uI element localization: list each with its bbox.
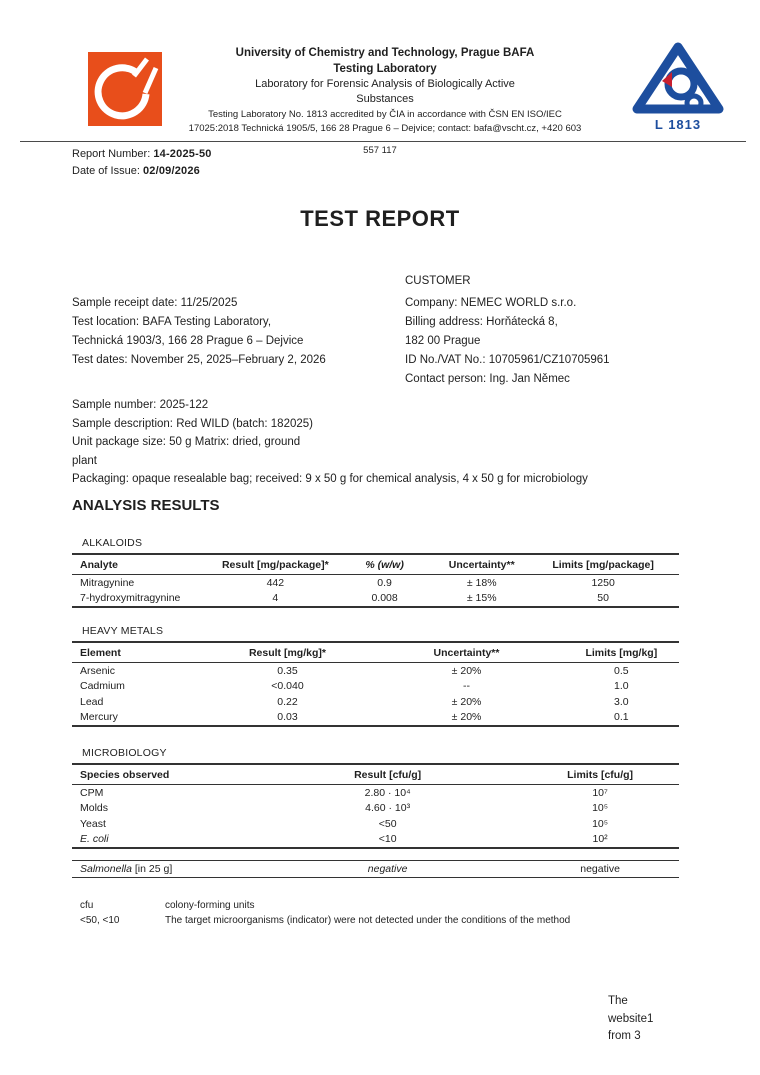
microbiology-section-label: MICROBIOLOGY (82, 747, 167, 759)
column-header: Element (72, 642, 206, 663)
table-row (72, 694, 679, 710)
org-name: University of Chemistry and Technology, Prague BAFA (235, 47, 535, 59)
limit-cell: 1250 (591, 576, 615, 589)
accreditation-phone-tail: 557 117 (363, 145, 397, 156)
limit-cell: 3.0 (614, 695, 629, 708)
element-cell: Cadmium (80, 680, 125, 693)
accreditation-line2: 17025:2018 Technická 1905/5, 166 28 Prague 6 – Dejvice; contact: bafa@vscht.cz, +420 603 (188, 123, 582, 134)
result-cell: <50 (378, 817, 397, 830)
result-cell: 2.80 · 10⁴ (364, 786, 411, 799)
element-cell: Mercury (72, 710, 206, 727)
lab-name-line1: Laboratory for Forensic Analysis of Biologically Active (255, 78, 515, 90)
column-header: Result [mg/kg]* (206, 642, 370, 663)
percent-cell: 0.9 (377, 576, 392, 589)
limit-cell: 10⁷ (592, 786, 608, 799)
footnote-row (80, 898, 570, 913)
footnotes (80, 898, 570, 928)
flask-glyph (88, 52, 162, 126)
species-cell: CPM (80, 786, 104, 799)
lab-name-line2: Substances (356, 93, 414, 105)
cia-triangle-icon (632, 42, 724, 116)
customer-id-vat: ID No./VAT No.: 10705961/CZ10705961 (405, 354, 610, 366)
sample-matrix: plant (72, 454, 97, 467)
test-location-line2: Technická 1903/3, 166 28 Prague 6 – Dejvice (72, 335, 304, 347)
accreditation-mark-number: L 1813 (654, 117, 702, 132)
date-of-issue-value: 02/09/2026 (142, 165, 200, 177)
report-meta (72, 146, 212, 180)
customer-heading: CUSTOMER (405, 275, 471, 287)
footnote-definition: The target microorganisms (indicator) were not detected under the conditions of the method (165, 915, 571, 926)
column-header: Result [mg/package]* (218, 554, 333, 575)
page-footer-line1: The (608, 995, 628, 1007)
limit-cell: 1.0 (614, 680, 629, 693)
limit-cell: 10⁵ (592, 817, 609, 830)
result-cell: 0.22 (277, 695, 298, 708)
footnote-term: cfu (80, 900, 94, 911)
cia-accreditation-logo (630, 42, 726, 140)
table-row (72, 591, 679, 608)
species-cell: Molds (80, 802, 109, 815)
sample-packaging: Packaging: opaque resealable bag; received: 9 x 50 g for chemical analysis, 4 x 50 g for microbiology (72, 473, 588, 485)
table-row (72, 710, 679, 727)
heavy-metals-table (72, 641, 679, 727)
column-header: Uncertainty** (369, 642, 563, 663)
date-of-issue-label: Date of Issue: (72, 165, 143, 177)
limit-cell: 50 (527, 591, 679, 608)
result-cell: 4.60 · 10³ (365, 802, 411, 815)
date-of-issue-line (72, 163, 212, 180)
result-cell: 442 (266, 576, 285, 589)
result-cell: 4 (218, 591, 333, 608)
table-row (72, 816, 679, 832)
limit-cell: negative (521, 861, 679, 878)
column-header: Result [cfu/g] (254, 764, 521, 785)
column-header: Limits [cfu/g] (521, 764, 679, 785)
page-number-block (608, 993, 653, 1046)
species-cell (72, 861, 254, 878)
uncertainty-cell: ± 18% (466, 576, 497, 589)
microbiology-table (72, 763, 679, 849)
table-header-row (72, 764, 679, 785)
uncertainty-cell: ± 20% (451, 664, 482, 677)
salmonella-table (72, 860, 679, 878)
sample-number: Sample number: 2025-122 (72, 399, 209, 411)
column-header: Analyte (72, 554, 218, 575)
uncertainty-cell: ± 20% (369, 710, 563, 727)
column-header: Species observed (72, 764, 254, 785)
result-cell: <0.040 (271, 680, 304, 693)
analyte-cell: 7-hydroxymitragynine (72, 591, 218, 608)
footnote-term: <50, <10 (80, 915, 120, 926)
customer-contact-person: Contact person: Ing. Jan Němec (405, 373, 570, 385)
species-cell: Yeast (80, 817, 106, 830)
result-cell: <10 (254, 832, 521, 849)
table-header-row (72, 642, 679, 663)
uncertainty-cell: -- (463, 680, 471, 693)
page-footer-line3: from 3 (608, 1030, 641, 1042)
salmonella-qualifier: [in 25 g] (131, 862, 173, 875)
header-divider (20, 141, 746, 142)
alkaloids-table (72, 553, 679, 608)
report-number-label: Report Number: (72, 148, 154, 160)
result-cell: negative (254, 861, 521, 878)
customer-block (405, 272, 705, 389)
analyte-cell: Mitragynine (80, 576, 135, 589)
org-department: Testing Laboratory (333, 63, 437, 75)
test-location-line1: Test location: BAFA Testing Laboratory, (72, 316, 272, 328)
table-row (72, 785, 679, 801)
limit-cell: 0.1 (564, 710, 679, 727)
page-title: TEST REPORT (300, 206, 460, 231)
table-row (72, 679, 679, 695)
table-header-row (72, 554, 679, 575)
letterhead (165, 45, 605, 135)
report-number-line (72, 146, 212, 163)
column-header: Limits [mg/kg] (564, 642, 679, 663)
salmonella-name: Salmonella (80, 862, 132, 875)
element-cell: Lead (80, 695, 104, 708)
heavy-metals-section-label: HEAVY METALS (82, 625, 164, 637)
sample-package-size: Unit package size: 50 g Matrix: dried, ground (72, 436, 301, 448)
column-header: Uncertainty** (436, 554, 527, 575)
column-header: % (w/w) (333, 554, 436, 575)
report-number-value: 14-2025-50 (153, 148, 212, 160)
customer-billing-line2: 182 00 Prague (405, 335, 481, 347)
uct-prague-logo-icon (88, 52, 162, 126)
table-row (72, 663, 679, 679)
alkaloids-section-label: ALKALOIDS (82, 537, 143, 549)
sample-block (72, 396, 692, 489)
species-cell: E. coli (72, 832, 254, 849)
test-dates: Test dates: November 25, 2025–February 2, 2026 (72, 354, 326, 366)
percent-cell: 0.008 (333, 591, 436, 608)
customer-company: Company: NEMEC WORLD s.r.o. (405, 297, 577, 309)
limit-cell: 0.5 (614, 664, 629, 677)
uncertainty-cell: ± 15% (436, 591, 527, 608)
result-cell: 0.35 (277, 664, 298, 677)
page-footer-line2: website1 (608, 1012, 654, 1025)
footnote-row (80, 913, 570, 928)
element-cell: Arsenic (80, 664, 116, 677)
sample-description: Sample description: Red WILD (batch: 182025) (72, 417, 313, 430)
customer-billing-line1: Billing address: Horňátecká 8, (405, 316, 558, 328)
column-header: Limits [mg/package] (527, 554, 679, 575)
accreditation-line1: Testing Laboratory No. 1813 accredited by ČIA in accordance with ČSN EN ISO/IEC (208, 109, 562, 120)
table-row (72, 801, 679, 817)
limit-cell: 10⁵ (592, 802, 609, 815)
table-row (72, 861, 679, 878)
table-row (72, 832, 679, 849)
sample-receipt-date: Sample receipt date: 11/25/2025 (72, 297, 238, 309)
footnote-definition: colony-forming units (165, 900, 255, 911)
uncertainty-cell: ± 20% (451, 695, 482, 708)
limit-cell: 10² (521, 832, 679, 849)
test-info-block (72, 294, 402, 370)
analysis-results-heading: ANALYSIS RESULTS (72, 497, 220, 514)
result-cell: 0.03 (206, 710, 370, 727)
table-row (72, 575, 679, 591)
